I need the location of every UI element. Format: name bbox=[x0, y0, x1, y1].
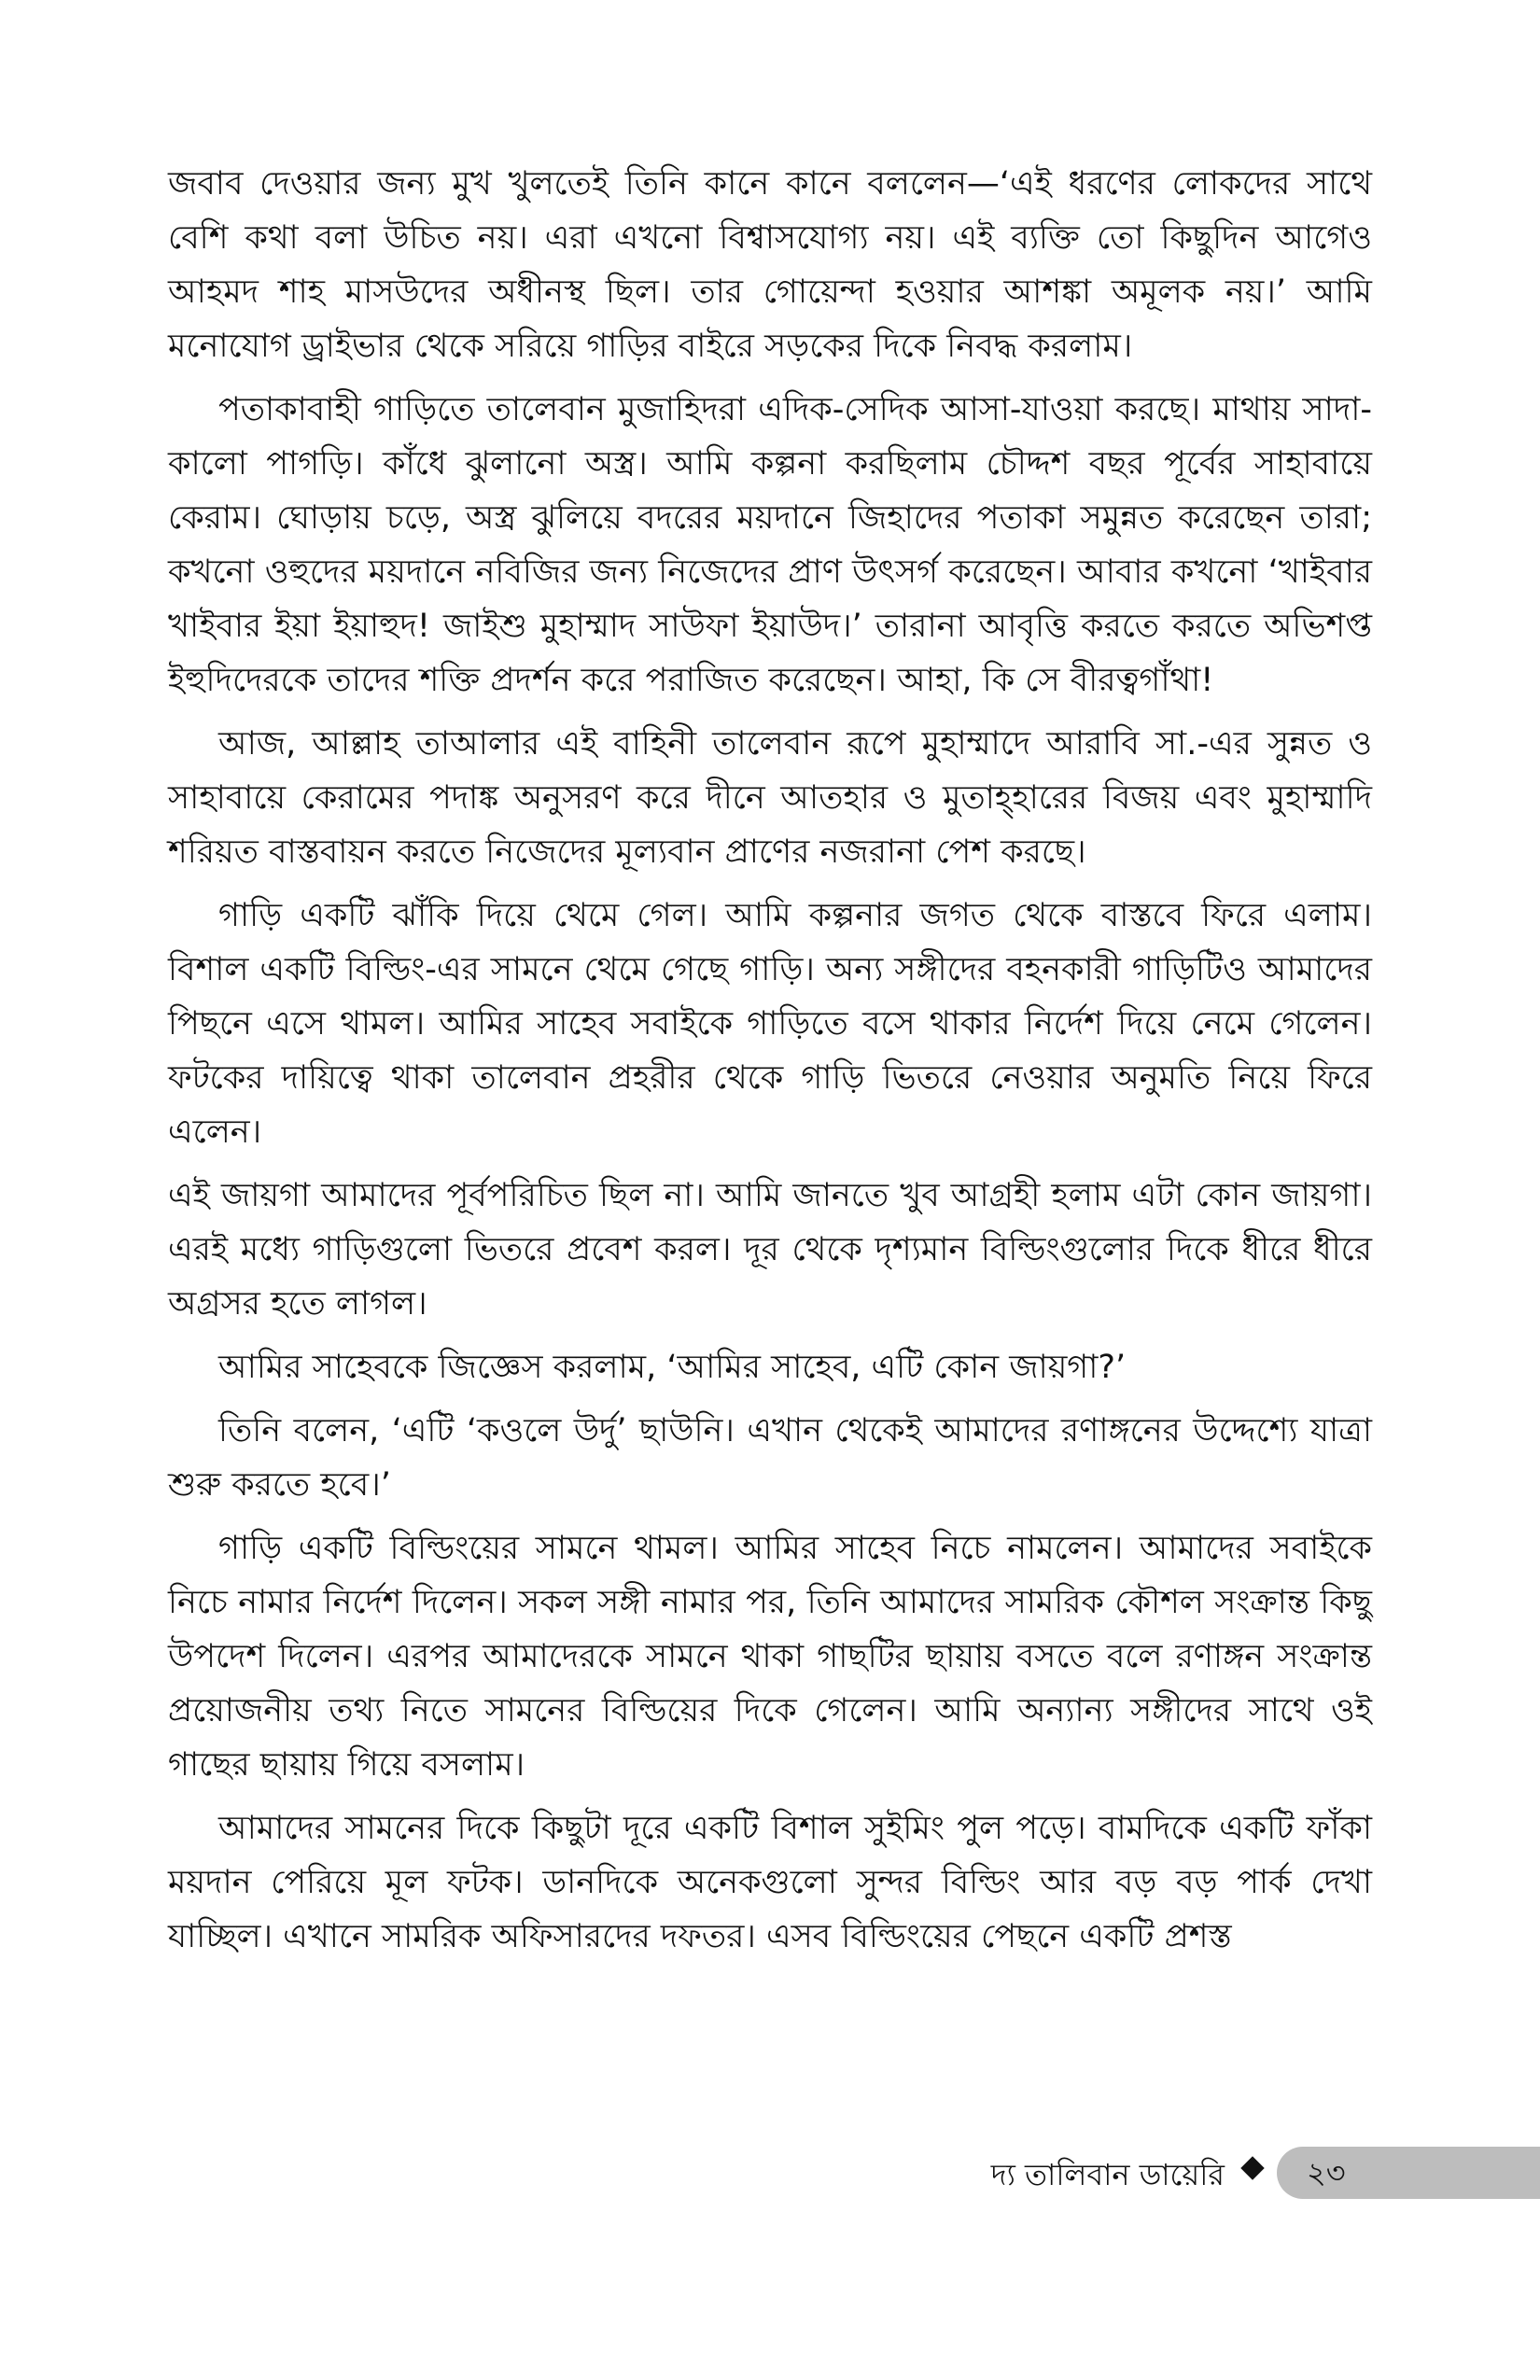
paragraph-8: গাড়ি একটি বিল্ডিংয়ের সামনে থামল। আমির সাহেব নিচে নামলেন। আমাদের সবাইকে নিচে নামার নির্দেশ দিলেন। সকল সঙ্গী নামার পর, তিনি আমাদের সামরিক কৌশল সংক্রান্ত কিছু উপদেশ দিলেন। এরপর আমাদেরকে সামনে থাকা গাছটির ছায়ায় বসতে বলে রণাঙ্গন সংক্রান্ত প্রয়োজনীয় তথ্য নিতে সামনের বিল্ডিয়ের দিকে গেলেন। আমি অন্যান্য সঙ্গীদের সাথে ওই গাছের ছায়ায় গিয়ে বসলাম। bbox=[168, 1530, 1372, 1784]
paragraph-1: জবাব দেওয়ার জন্য মুখ খুলতেই তিনি কানে কানে বললেন—‘এই ধরণের লোকদের সাথে বেশি কথা বলা উচিত নয়। এরা এখনো বিশ্বাসযোগ্য নয়। এই ব্যক্তি তো কিছুদিন আগেও আহমদ শাহ মাসউদের অধীনস্থ ছিল। তার গোয়েন্দা হওয়ার আশঙ্কা অমূলক নয়।’ আমি মনোযোগ ড্রাইভার থেকে সরিয়ে গাড়ির বাইরে সড়কের দিকে নিবদ্ধ করলাম। bbox=[168, 165, 1372, 365]
paragraph-7: তিনি বলেন, ‘এটি ‘কওলে উর্দু’ ছাউনি। এখান থেকেই আমাদের রণাঙ্গনের উদ্দেশ্যে যাত্রা শুরু করতে হবে।’ bbox=[168, 1412, 1372, 1504]
paragraph-2: পতাকাবাহী গাড়িতে তালেবান মুজাহিদরা এদিক-সেদিক আসা-যাওয়া করছে। মাথায় সাদা-কালো পাগড়ি। কাঁধে ঝুলানো অস্ত্র। আমি কল্পনা করছিলাম চৌদ্দশ বছর পূর্বের সাহাবায়ে কেরাম। ঘোড়ায় চড়ে, অস্ত্র ঝুলিয়ে বদরের ময়দানে জিহাদের পতাকা সমুন্নত করেছেন তারা; কখনো ওহুদের ময়দানে নবিজির জন্য নিজেদের প্রাণ উৎসর্গ করেছেন। আবার কখনো ‘খাইবার খাইবার ইয়া ইয়াহুদ! জাইশু মুহাম্মাদ সাউফা ইয়াউদ।’ তারানা আবৃত্তি করতে করতে অভিশপ্ত ইহুদিদেরকে তাদের শক্তি প্রদর্শন করে পরাজিত করেছেন। আহা, কি সে বীরত্বগাঁথা! bbox=[168, 391, 1372, 699]
page-number: ২৩ bbox=[1307, 2155, 1346, 2191]
paragraph-5: এই জায়গা আমাদের পূর্বপরিচিত ছিল না। আমি জানতে খুব আগ্রহী হলাম এটা কোন জায়গা। এরই মধ্যে গাড়িগুলো ভিতরে প্রবেশ করল। দূর থেকে দৃশ্যমান বিল্ডিংগুলোর দিকে ধীরে ধীরে অগ্রসর হতে লাগল। bbox=[168, 1177, 1372, 1323]
page-number-tab bbox=[1277, 2147, 1540, 2199]
page-footer bbox=[0, 2147, 1540, 2203]
paragraph-4: গাড়ি একটি ঝাঁকি দিয়ে থেমে গেল। আমি কল্পনার জগত থেকে বাস্তবে ফিরে এলাম। বিশাল একটি বিল্ডিং-এর সামনে থেমে গেছে গাড়ি। অন্য সঙ্গীদের বহনকারী গাড়িটিও আমাদের পিছনে এসে থামল। আমির সাহেব সবাইকে গাড়িতে বসে থাকার নির্দেশ দিয়ে নেমে গেলেন। ফটকের দায়িত্বে থাকা তালেবান প্রহরীর থেকে গাড়ি ভিতরে নেওয়ার অনুমতি নিয়ে ফিরে এলেন। bbox=[168, 897, 1372, 1151]
diamond-icon bbox=[1240, 2156, 1264, 2179]
running-title: দ্য তালিবান ডায়েরি bbox=[990, 2157, 1225, 2192]
paragraph-3: আজ, আল্লাহ তাআলার এই বাহিনী তালেবান রূপে মুহাম্মাদে আরাবি সা.-এর সুন্নত ও সাহাবায়ে কেরামের পদাঙ্ক অনুসরণ করে দীনে আতহার ও মুতাহ্হারের বিজয় এবং মুহাম্মাদি শরিয়ত বাস্তবায়ন করতে নিজেদের মূল্যবান প্রাণের নজরানা পেশ করছে। bbox=[168, 725, 1372, 871]
paragraph-6: আমির সাহেবকে জিজ্ঞেস করলাম, ‘আমির সাহেব, এটি কোন জায়গা?’ bbox=[218, 1349, 1127, 1386]
paragraph-9: আমাদের সামনের দিকে কিছুটা দূরে একটি বিশাল সুইমিং পুল পড়ে। বামদিকে একটি ফাঁকা ময়দান পেরিয়ে মূল ফটক। ডানদিকে অনেকগুলো সুন্দর বিল্ডিং আর বড় বড় পার্ক দেখা যাচ্ছিল। এখানে সামরিক অফিসারদের দফতর। এসব বিল্ডিংয়ের পেছনে একটি প্রশস্ত bbox=[168, 1810, 1372, 1955]
body-text bbox=[168, 157, 1372, 1973]
